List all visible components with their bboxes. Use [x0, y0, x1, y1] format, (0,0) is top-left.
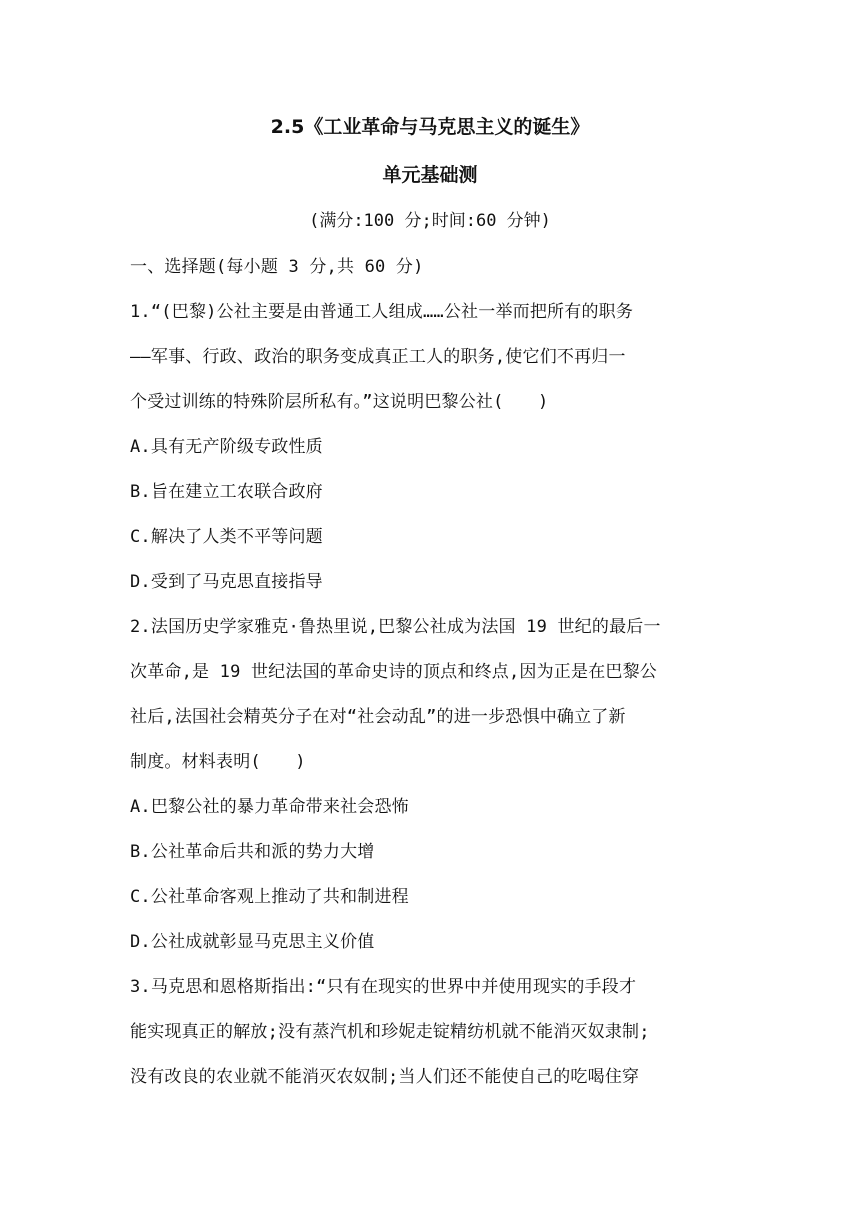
- document-title: 2.5《工业革命与马克思主义的诞生》: [270, 116, 590, 138]
- q1-option-b: B.旨在建立工农联合政府: [130, 482, 323, 502]
- exam-meta: (满分:100 分;时间:60 分钟): [309, 211, 551, 231]
- q3-line: 没有改良的农业就不能消灭农奴制;当人们还不能使自己的吃喝住穿: [130, 1067, 640, 1087]
- q1-line: ——军事、行政、政治的职务变成真正工人的职务,使它们不再归一: [130, 347, 626, 367]
- q2-option-b: B.公社革命后共和派的势力大增: [130, 842, 375, 862]
- q1-option-a: A.具有无产阶级专政性质: [130, 437, 323, 457]
- q2-option-a: A.巴黎公社的暴力革命带来社会恐怖: [130, 797, 409, 817]
- q2-line: 制度。材料表明( ): [130, 752, 306, 772]
- q2-line: 2.法国历史学家雅克·鲁热里说,巴黎公社成为法国 19 世纪的最后一: [130, 617, 661, 637]
- q1-line: 1.“(巴黎)公社主要是由普通工人组成……公社一举而把所有的职务: [130, 302, 634, 322]
- q2-line: 社后,法国社会精英分子在对“社会动乱”的进一步恐惧中确立了新: [130, 707, 626, 727]
- q3-line: 3.马克思和恩格斯指出:“只有在现实的世界中并使用现实的手段才: [130, 977, 637, 997]
- q1-option-d: D.受到了马克思直接指导: [130, 572, 323, 592]
- section-heading: 一、选择题(每小题 3 分,共 60 分): [130, 257, 424, 277]
- q1-line: 个受过训练的特殊阶层所私有。”这说明巴黎公社( ): [130, 392, 549, 412]
- q2-option-c: C.公社革命客观上推动了共和制进程: [130, 887, 409, 907]
- q3-line: 能实现真正的解放;没有蒸汽机和珍妮走锭精纺机就不能消灭奴隶制;: [130, 1022, 650, 1042]
- q1-option-c: C.解决了人类不平等问题: [130, 527, 323, 547]
- q2-option-d: D.公社成就彰显马克思主义价值: [130, 932, 375, 952]
- q2-line: 次革命,是 19 世纪法国的革命史诗的顶点和终点,因为正是在巴黎公: [130, 662, 658, 682]
- document-subtitle: 单元基础测: [382, 164, 478, 186]
